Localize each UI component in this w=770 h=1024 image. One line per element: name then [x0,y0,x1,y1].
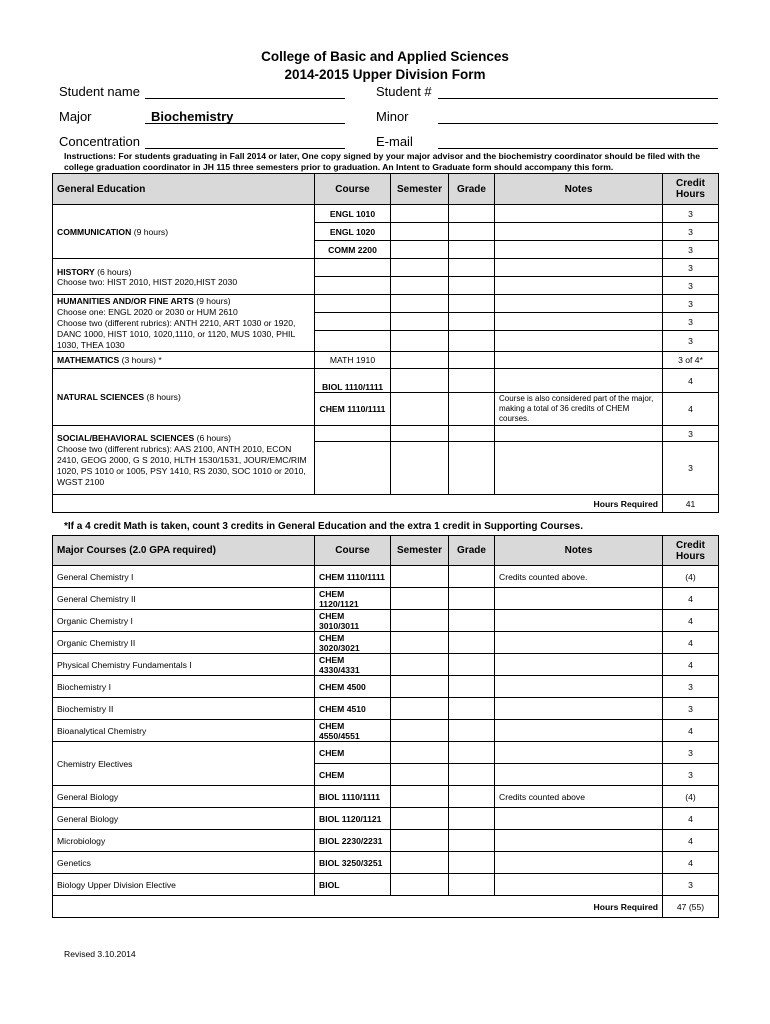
semester-cell[interactable] [391,764,449,786]
course-cell: ENGL 1010 [315,205,391,223]
col-grade: Grade [449,174,495,205]
course-cell: CHEM 3010/3011 [315,610,391,632]
credit-cell: 3 [663,742,719,764]
grade-cell[interactable] [449,426,495,442]
notes-cell[interactable] [495,331,663,352]
course-cell: CHEM 1120/1121 [315,588,391,610]
course-name: Biochemistry I [53,676,315,698]
semester-cell[interactable] [391,277,449,295]
course-cell: CHEM 4550/4551 [315,720,391,742]
semester-cell[interactable] [391,223,449,241]
notes-cell[interactable] [495,352,663,369]
course-cell: CHEM 1110/1111 [315,566,391,588]
grade-cell[interactable] [449,632,495,654]
grade-cell[interactable] [449,676,495,698]
semester-cell[interactable] [391,588,449,610]
course-name: General Chemistry II [53,588,315,610]
semester-cell[interactable] [391,369,449,393]
semester-cell[interactable] [391,632,449,654]
communication-category: COMMUNICATION (9 hours) [53,205,315,259]
credit-cell: 3 [663,698,719,720]
semester-cell[interactable] [391,808,449,830]
course-name: Organic Chemistry I [53,610,315,632]
grade-cell[interactable] [449,259,495,277]
course-cell: CHEM [315,764,391,786]
history-category: HISTORY (6 hours) Choose two: HIST 2010, HIST 2020,HIST 2030 [53,259,315,295]
notes-cell[interactable] [495,277,663,295]
semester-cell[interactable] [391,830,449,852]
credit-cell: 4 [663,369,719,393]
revised-date: Revised 3.10.2014 [64,949,136,959]
course-cell: BIOL 1120/1121 [315,808,391,830]
grade-cell[interactable] [449,698,495,720]
table-row [53,808,719,830]
notes-cell[interactable] [495,205,663,223]
semester-cell[interactable] [391,241,449,259]
major-hours-required-label: Hours Required [53,896,663,918]
notes-cell[interactable] [495,698,663,720]
credit-cell: 4 [663,588,719,610]
notes-cell[interactable] [495,720,663,742]
credit-cell: 3 [663,259,719,277]
notes-cell[interactable]: Credits counted above [495,786,663,808]
notes-cell[interactable] [495,295,663,313]
col-notes: Notes [495,536,663,566]
table-row [53,874,719,896]
instructions: Instructions: For students graduating in Fall 2014 or later, One copy signed by your major advisor and the biochemistry coordinator should be filed with the college graduation coordinator in JH 115 three semesters prior to graduation. An Intent to Graduate form should accompany this form. [64,151,701,172]
course-cell: CHEM 3020/3021 [315,632,391,654]
credit-cell: (4) [663,786,719,808]
student-number-field[interactable] [438,98,718,99]
credit-cell: 3 [663,331,719,352]
notes-cell[interactable] [495,369,663,393]
semester-cell[interactable] [391,442,449,495]
major-value: Biochemistry [151,109,234,124]
notes-cell[interactable] [495,610,663,632]
course-name: General Biology [53,786,315,808]
credit-cell: 4 [663,610,719,632]
course-cell: BIOL 1110/1111 [315,786,391,808]
credit-cell: 3 [663,442,719,495]
course-name: General Biology [53,808,315,830]
credit-cell: 3 [663,426,719,442]
notes-cell[interactable] [495,632,663,654]
credit-cell: 3 [663,676,719,698]
semester-cell[interactable] [391,698,449,720]
col-semester: Semester [391,536,449,566]
course-name: Physical Chemistry Fundamentals I [53,654,315,676]
table-row [53,654,719,676]
grade-cell[interactable] [449,588,495,610]
semester-cell[interactable] [391,393,449,426]
table-row [53,720,719,742]
col-notes: Notes [495,174,663,205]
semester-cell[interactable] [391,426,449,442]
notes-cell[interactable] [495,852,663,874]
course-cell: CHEM 4510 [315,698,391,720]
course-cell: CHEM 4330/4331 [315,654,391,676]
credit-cell: (4) [663,566,719,588]
natural-sciences-category: NATURAL SCIENCES (8 hours) [53,369,315,426]
course-cell: MATH 1910 [315,352,391,369]
semester-cell[interactable] [391,742,449,764]
credit-cell: 4 [663,632,719,654]
grade-cell[interactable] [449,277,495,295]
col-course: Course [315,174,391,205]
credit-cell: 3 [663,241,719,259]
credit-cell: 3 of 4* [663,352,719,369]
table-row [53,676,719,698]
grade-cell[interactable] [449,223,495,241]
course-cell: BIOL 1110/1111 [315,369,391,393]
course-cell: ENGL 1020 [315,223,391,241]
semester-cell[interactable] [391,566,449,588]
notes-cell[interactable] [495,874,663,896]
major-field[interactable] [145,123,345,124]
course-name: Biochemistry II [53,698,315,720]
grade-cell[interactable] [449,331,495,352]
notes-cell[interactable] [495,223,663,241]
grade-cell[interactable] [449,808,495,830]
social-sciences-category: SOCIAL/BEHAVIORAL SCIENCES (6 hours) Choose two (different rubrics): AAS 2100, ANTH 2010, ECON 2410, GEOG 2000, G S 2010, HLTH 1530/1531, JOUR/EMC/RIM 1020, PS 1010 or 1005, PSY 1410, RS 2030, SOC 1010 or 2010, WGST 2100 [53,426,315,495]
semester-cell[interactable] [391,676,449,698]
table-row [53,632,719,654]
table-row [53,852,719,874]
grade-cell[interactable] [449,442,495,495]
major-hours-required-value: 47 (55) [663,896,719,918]
page-subtitle: 2014-2015 Upper Division Form [284,67,486,82]
humanities-category: HUMANITIES AND/OR FINE ARTS (9 hours) Choose one: ENGL 2020 or 2030 or HUM 2610 Choose two (different rubrics): ANTH 2210, ART 1030 or 1920, DANC 1000, HIST 1010, 1020,1110, or 1120, MUS 1030, PHIL 1030, THEA 1030 [53,295,315,352]
notes-cell[interactable] [495,676,663,698]
course-name: General Chemistry I [53,566,315,588]
notes-cell[interactable] [495,830,663,852]
course-name: Microbiology [53,830,315,852]
course-name: Biology Upper Division Elective [53,874,315,896]
col-credit-hours: Credit Hours [663,174,719,205]
grade-cell[interactable] [449,295,495,313]
grade-cell[interactable] [449,742,495,764]
notes-cell[interactable] [495,742,663,764]
credit-cell: 3 [663,313,719,331]
course-cell[interactable] [315,295,391,313]
grade-cell[interactable] [449,654,495,676]
course-name: Genetics [53,852,315,874]
notes-cell[interactable] [495,764,663,786]
semester-cell[interactable] [391,295,449,313]
mathematics-category: MATHEMATICS (3 hours) * [53,352,315,369]
notes-cell[interactable]: Credits counted above. [495,566,663,588]
course-cell: CHEM 4500 [315,676,391,698]
credit-cell: 4 [663,654,719,676]
course-cell[interactable] [315,331,391,352]
semester-cell[interactable] [391,786,449,808]
semester-cell[interactable] [391,852,449,874]
notes-cell[interactable] [495,808,663,830]
notes-cell[interactable] [495,313,663,331]
grade-cell[interactable] [449,830,495,852]
credit-cell: 3 [663,277,719,295]
grade-cell[interactable] [449,313,495,331]
grade-cell[interactable] [449,352,495,369]
email-field[interactable] [438,148,718,149]
course-cell[interactable] [315,259,391,277]
col-course: Course [315,536,391,566]
notes-cell[interactable] [495,588,663,610]
semester-cell[interactable] [391,352,449,369]
concentration-label: Concentration [59,134,140,149]
course-cell: BIOL 3250/3251 [315,852,391,874]
email-label: E-mail [376,134,413,149]
course-cell: CHEM [315,742,391,764]
semester-cell[interactable] [391,610,449,632]
gen-ed-heading: General Education [53,174,315,205]
grade-cell[interactable] [449,205,495,223]
notes-cell[interactable] [495,654,663,676]
table-row [53,786,719,808]
minor-field[interactable] [438,123,718,124]
table-row [53,830,719,852]
course-cell[interactable] [315,277,391,295]
grade-cell[interactable] [449,874,495,896]
table-row [53,588,719,610]
col-grade: Grade [449,536,495,566]
notes-cell[interactable] [495,442,663,495]
student-name-field[interactable] [145,98,345,99]
credit-cell: 4 [663,852,719,874]
semester-cell[interactable] [391,720,449,742]
grade-cell[interactable] [449,764,495,786]
notes-cell[interactable] [495,241,663,259]
student-number-label: Student # [376,84,432,99]
grade-cell[interactable] [449,786,495,808]
student-name-label: Student name [59,84,140,99]
course-name: Bioanalytical Chemistry [53,720,315,742]
grade-cell[interactable] [449,241,495,259]
chemistry-electives-row: Chemistry Electives [53,742,315,786]
course-cell: BIOL [315,874,391,896]
semester-cell[interactable] [391,313,449,331]
major-heading: Major Courses (2.0 GPA required) [53,536,315,566]
table-row [53,566,719,588]
gen-ed-hours-required-value: 41 [663,495,719,513]
gen-ed-hours-required-label: Hours Required [53,495,663,513]
course-cell: BIOL 2230/2231 [315,830,391,852]
major-label: Major [59,109,92,124]
col-semester: Semester [391,174,449,205]
credit-cell: 3 [663,874,719,896]
semester-cell[interactable] [391,654,449,676]
table-row [53,698,719,720]
semester-cell[interactable] [391,874,449,896]
semester-cell[interactable] [391,259,449,277]
course-cell: COMM 2200 [315,241,391,259]
natural-sciences-note: Course is also considered part of the major, making a total of 36 credits of CHEM courses. [499,394,654,423]
course-cell: CHEM 1110/1111 [315,393,391,426]
course-cell[interactable] [315,442,391,495]
semester-cell[interactable] [391,331,449,352]
major-courses-table [52,535,719,918]
semester-cell[interactable] [391,205,449,223]
credit-cell: 3 [663,295,719,313]
notes-cell [495,393,663,426]
concentration-field[interactable] [145,148,345,149]
general-education-table [52,173,719,513]
math-footnote: *If a 4 credit Math is taken, count 3 credits in General Education and the extra 1 credit in Supporting Courses. [64,521,584,532]
grade-cell[interactable] [449,369,495,393]
grade-cell[interactable] [449,720,495,742]
course-name: Organic Chemistry II [53,632,315,654]
credit-cell: 4 [663,808,719,830]
grade-cell[interactable] [449,566,495,588]
notes-cell[interactable] [495,259,663,277]
grade-cell[interactable] [449,610,495,632]
grade-cell[interactable] [449,393,495,426]
credit-cell: 4 [663,393,719,426]
course-cell[interactable] [315,313,391,331]
credit-cell: 4 [663,720,719,742]
grade-cell[interactable] [449,852,495,874]
credit-cell: 3 [663,205,719,223]
credit-cell: 4 [663,830,719,852]
table-row [53,610,719,632]
col-credit-hours: Credit Hours [663,536,719,566]
notes-cell[interactable] [495,426,663,442]
minor-label: Minor [376,109,409,124]
page-title: College of Basic and Applied Sciences [261,49,509,64]
credit-cell: 3 [663,223,719,241]
credit-cell: 3 [663,764,719,786]
course-cell[interactable] [315,426,391,442]
